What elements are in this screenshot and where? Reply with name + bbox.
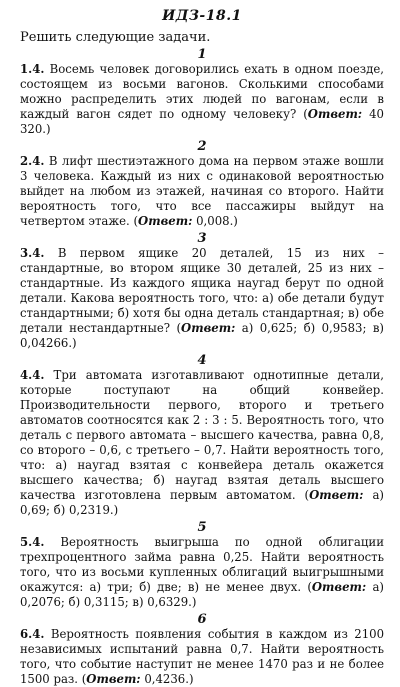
answer-label: Ответ: (86, 672, 141, 686)
problem-paragraph (20, 627, 384, 687)
problem-paragraph (20, 62, 384, 137)
answer-label: Ответ: (309, 488, 364, 502)
problem-sections (20, 48, 384, 687)
answer-label: Ответ: (311, 580, 367, 594)
problem-id: 2.4. (20, 154, 45, 168)
answer-label: Ответ: (181, 321, 236, 335)
section-number: 5 (197, 520, 207, 535)
section-number: 3 (197, 231, 207, 246)
problem-text: Вероятность появления события в каждом из 2100 независимых испытаний равна 0,7. Найти вероятность того, что событие наступит не менее 1470 раз и не более 1500 раз. ( (20, 627, 385, 686)
problem-text: Вероятность выигрыша по одной облигации трехпроцентного займа равна 0,25. Найти вероятность того, что из восьми купленных облигаций выигрышными окажутся: а) три; б) две; в) не менее двух. ( (20, 535, 384, 594)
answer-value: 0,4236.) (140, 672, 194, 686)
answer-value: а) 0,69; б) 0,2319.) (20, 488, 384, 517)
answer-label: Ответ: (138, 214, 193, 228)
document-page (0, 8, 400, 686)
problem-paragraph (20, 154, 384, 229)
answer-value: а) 0,625; б) 0,9583; в) 0,04266.) (20, 321, 384, 350)
problem-paragraph (20, 368, 384, 518)
problem-id: 4.4. (20, 368, 45, 382)
instruction-text: Решить следующие задачи. (20, 30, 211, 45)
problem-id: 6.4. (20, 627, 45, 641)
section-number: 6 (197, 612, 207, 627)
answer-value: 0,008.) (192, 214, 238, 228)
problem-text: В лифт шестиэтажного дома на первом этаже вошли 3 человека. Каждый из них с одинаковой вероятностью выйдет на любом из этажей, начиная со второго. Найти вероятность того, что все пассажиры выйдут на четвертом этаже. ( (20, 154, 384, 228)
problem-id: 3.4. (20, 246, 45, 260)
section-number: 4 (197, 353, 207, 368)
problem-id: 1.4. (20, 62, 45, 76)
answer-label: Ответ: (307, 107, 363, 121)
problem-id: 5.4. (20, 535, 45, 549)
problem-text: Восемь человек договорились ехать в одном поезде, состоящем из восьми вагонов. Сколькими способами можно распределить этих людей по вагонам, если в каждый вагон сядет по одному человеку? ( (20, 62, 385, 121)
section-number: 1 (197, 47, 207, 62)
page-title: ИДЗ-18.1 (162, 8, 242, 24)
answer-value: 40 320.) (20, 107, 384, 136)
problem-text: Три автомата изготавливают однотипные детали, которые поступают на общий конвейер. Производительности первого, второго и третьего автоматов соотносятся как 2 : 3 : 5. Вероятность того, что деталь с первого автомата – высшего качества, равна 0,8, со второго – 0,6, с третьего – 0,7. Найти вероятность того, что: а) наугад взятая с конвейера деталь окажется высшего качества; б) наугад взятая деталь высшего качества изготовлена первым автоматом. ( (20, 368, 384, 502)
problem-text: В первом ящике 20 деталей, 15 из них – стандартные, во втором ящике 30 деталей, 25 из них – стандартные. Из каждого ящика наугад берут по одной детали. Какова вероятность того, что: а) обе детали будут стандартными; б) хотя бы одна деталь стандартная; в) обе детали нестандартные? ( (20, 246, 384, 335)
answer-value: а) 0,2076; б) 0,3115; в) 0,6329.) (20, 580, 384, 609)
problem-paragraph (20, 535, 384, 610)
problem-paragraph (20, 246, 384, 351)
section-number: 2 (197, 139, 207, 154)
